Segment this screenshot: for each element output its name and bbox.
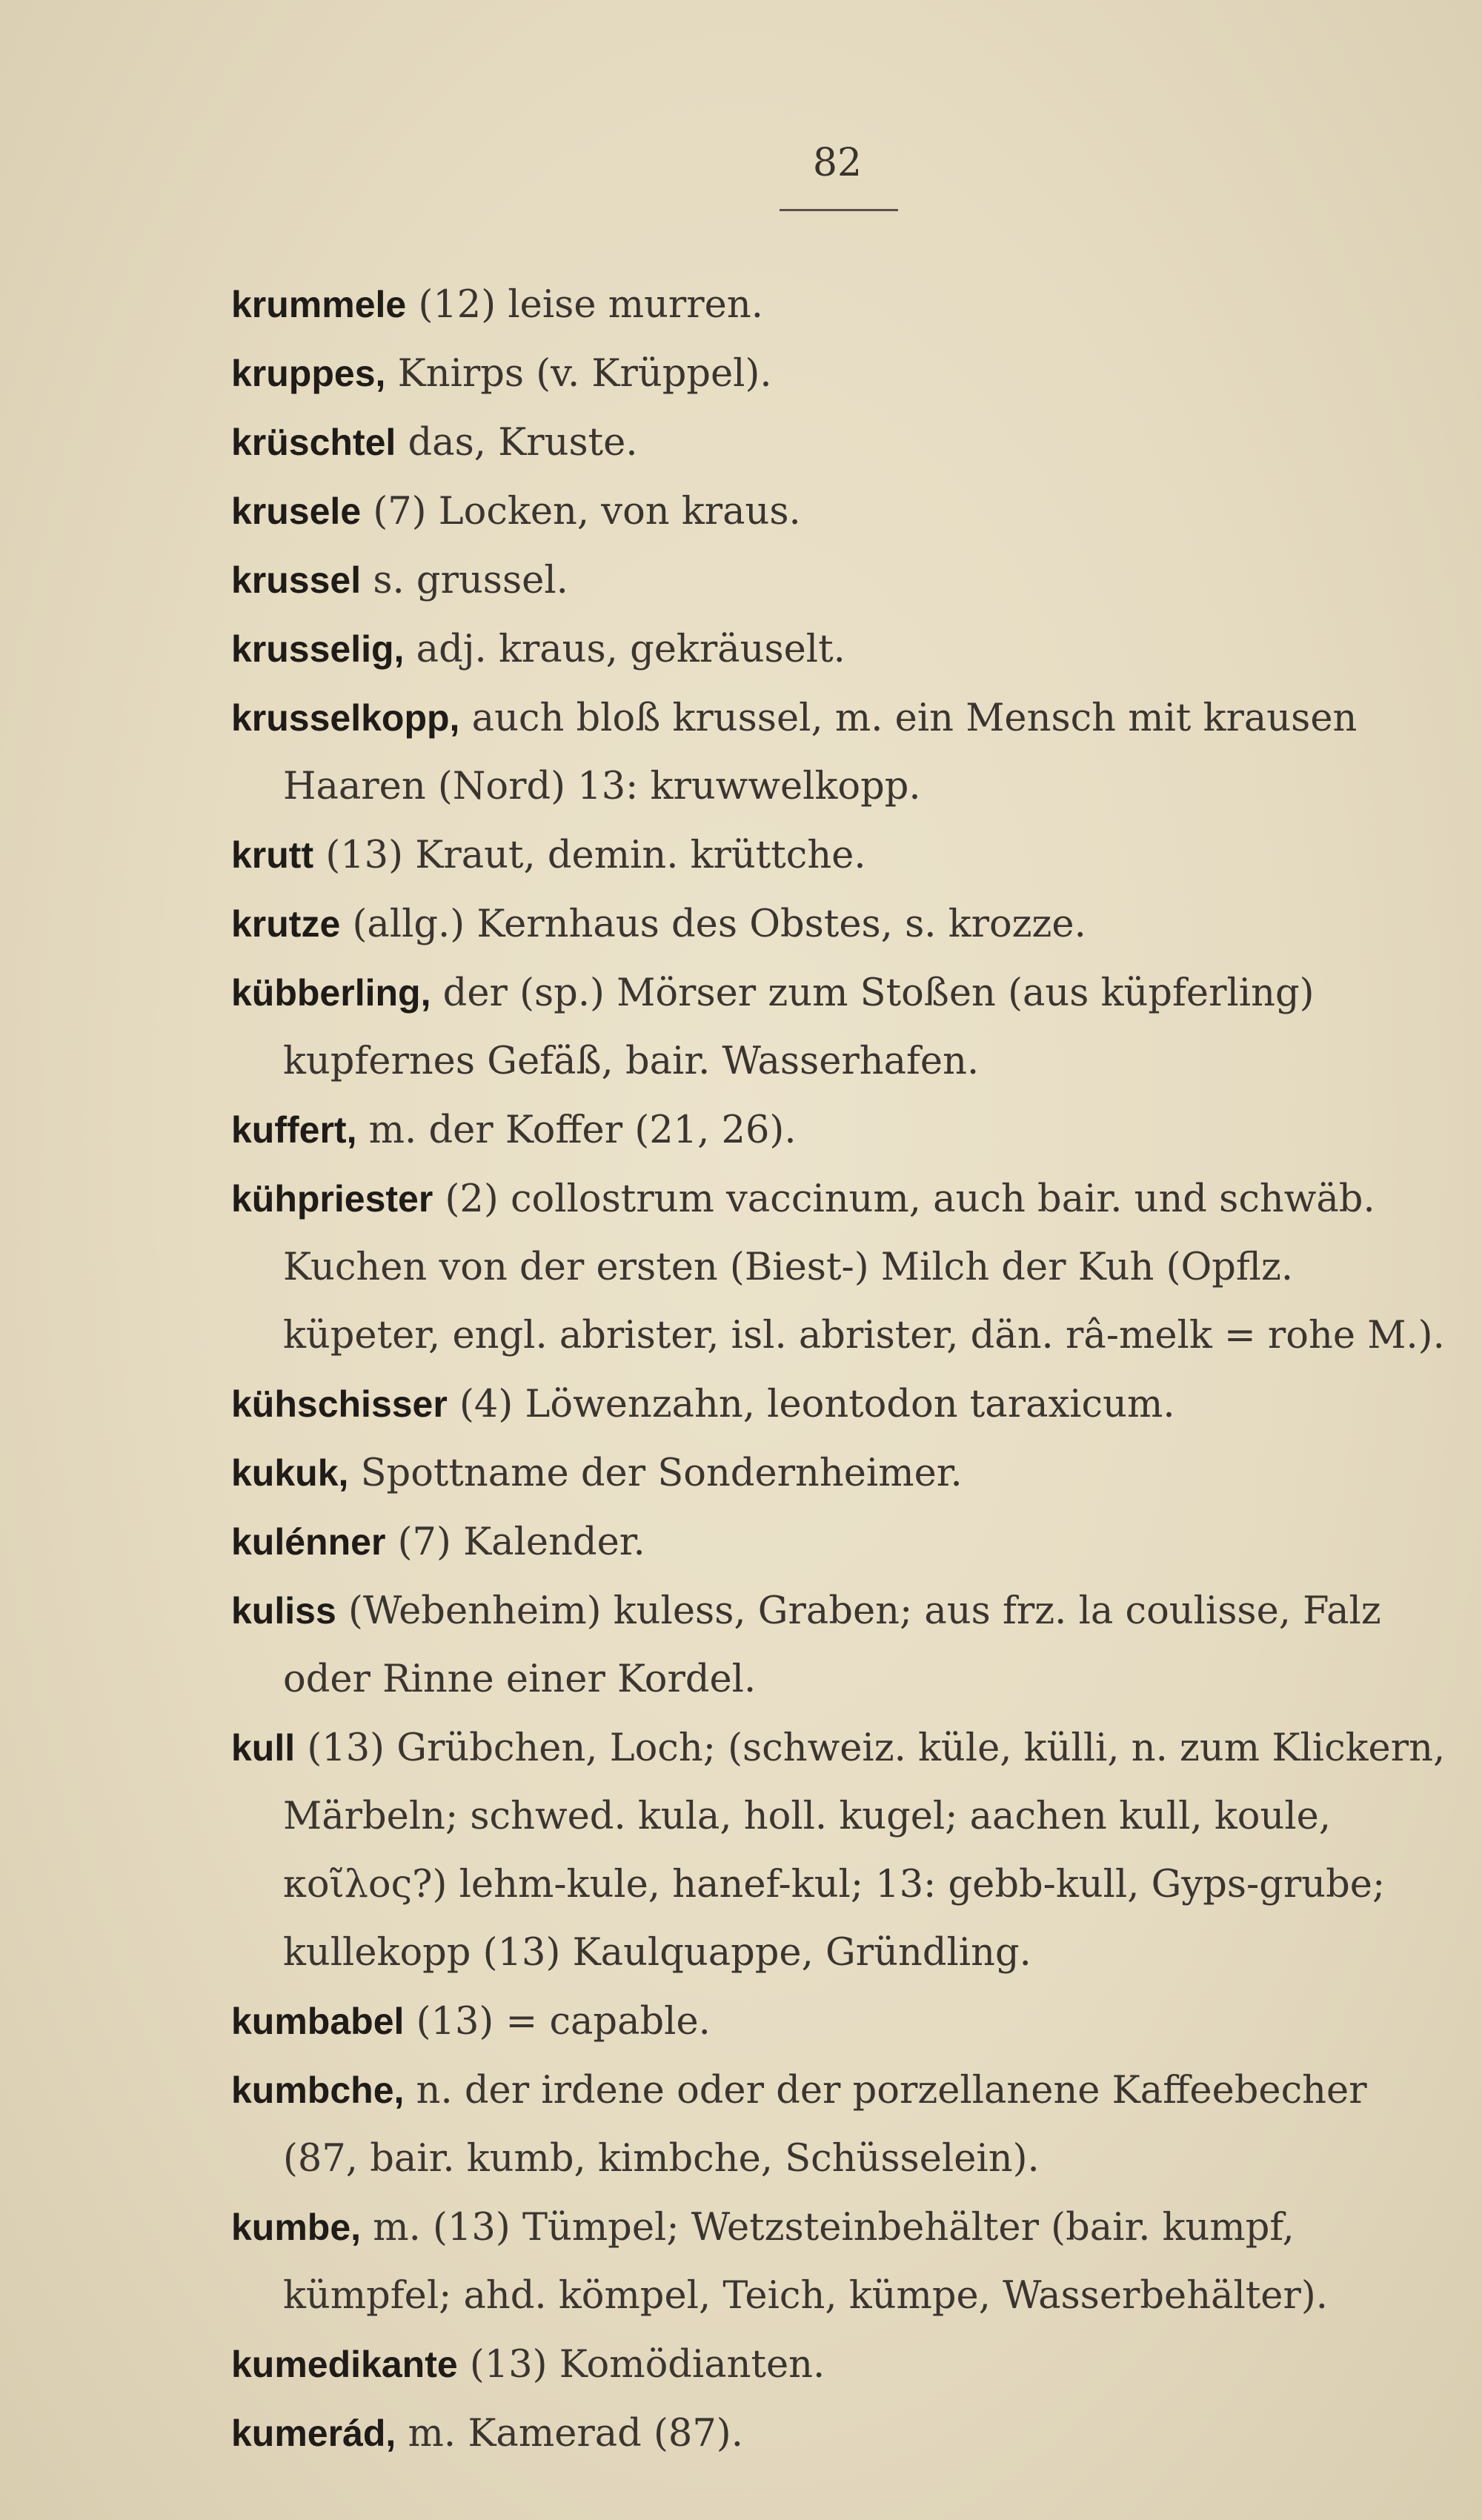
definition: (4) Löwenzahn, leontodon taraxicum.	[447, 1383, 1175, 1426]
headword: kuliss	[231, 1590, 336, 1632]
definition: (13) Kraut, demin. krüttche.	[313, 834, 866, 877]
entry-kuehschisser	[231, 1370, 1450, 1439]
entry-krusele	[231, 477, 1450, 546]
definition: (7) Locken, von kraus.	[361, 490, 801, 533]
entry-kuliss	[231, 1577, 1450, 1714]
definition: m. (13) Tümpel; Wetzsteinbehälter (bair. kumpf, kümpfel; ahd. kömpel, Teich, kümpe, Wasserbehälter).	[283, 2206, 1328, 2318]
entry-krusselkopp	[231, 684, 1450, 821]
headword: kulénner	[231, 1521, 386, 1563]
definition: (2) collostrum vaccinum, auch bair. und schwäb. Kuchen von der ersten (Biest-) Milch der Kuh (Opflz. küpeter, engl. abrister, isl. abrister, dän. râ-melk = rohe M.).	[283, 1177, 1445, 1357]
headword: kühschisser	[231, 1383, 448, 1425]
entry-kuffert	[231, 1096, 1450, 1165]
entry-kumbche	[231, 2056, 1450, 2193]
headword: kühpriester	[231, 1178, 433, 1220]
headword: kukuk,	[231, 1452, 349, 1494]
entry-krummele	[231, 270, 1450, 339]
definition: adj. kraus, gekräuselt.	[404, 628, 845, 671]
entry-kulenner	[231, 1508, 1450, 1577]
headword: krummele	[231, 284, 407, 325]
headword: krutze	[231, 903, 341, 945]
page-number-rule	[780, 209, 898, 211]
headword: kuffert,	[231, 1109, 357, 1151]
definition: auch bloß krussel, m. ein Mensch mit krausen Haaren (Nord) 13: kruwwelkopp.	[283, 697, 1358, 808]
entry-kumbabel	[231, 1987, 1450, 2056]
definition: (12) leise murren.	[406, 283, 763, 327]
entry-kuebberling	[231, 959, 1450, 1096]
definition: (allg.) Kernhaus des Obstes, s. krozze.	[340, 902, 1086, 946]
headword: kull	[231, 1727, 296, 1769]
entry-krueschtel	[231, 408, 1450, 477]
definition: (Webenheim) kuless, Graben; aus frz. la coulisse, Falz oder Rinne einer Kordel.	[283, 1589, 1381, 1701]
headword: krutt	[231, 834, 314, 876]
entry-kumedikante	[231, 2330, 1450, 2399]
headword: krussel	[231, 559, 362, 601]
definition: (7) Kalender.	[385, 1520, 645, 1564]
definition: Knirps (v. Krüppel).	[385, 352, 772, 396]
headword: kumbche,	[231, 2069, 405, 2111]
entry-krusselig	[231, 615, 1450, 684]
definition: n. der irdene oder der porzellanene Kaffeebecher (87, bair. kumb, kimbche, Schüsselein).	[283, 2069, 1367, 2181]
entry-kukuk	[231, 1439, 1450, 1508]
definition: m. der Koffer (21, 26).	[356, 1108, 797, 1152]
definition: das, Kruste.	[396, 421, 638, 465]
definition: m. Kamerad (87).	[396, 2412, 743, 2456]
headword: kumerád,	[231, 2413, 396, 2454]
headword: kumedikante	[231, 2344, 458, 2385]
entry-kuehpriester	[231, 1165, 1450, 1370]
definition: der (sp.) Mörser zum Stoßen (aus küpferling) kupfernes Gefäß, bair. Wasserhafen.	[283, 971, 1315, 1083]
definition: (13) = capable.	[404, 2000, 711, 2044]
entry-krussel	[231, 546, 1450, 615]
entry-kumerad	[231, 2399, 1450, 2468]
page-number: 82	[812, 141, 863, 185]
headword: kruppes,	[231, 353, 386, 394]
definition: Spottname der Sondernheimer.	[348, 1452, 963, 1495]
headword: krüschtel	[231, 422, 396, 463]
dictionary-entries	[231, 270, 1450, 2468]
entry-krutze	[231, 890, 1450, 959]
headword: kumbe,	[231, 2207, 362, 2248]
headword: krusele	[231, 491, 362, 532]
headword: kübberling,	[231, 972, 431, 1014]
definition: (13) Grübchen, Loch; (schweiz. küle, külli, n. zum Klickern, Märbeln; schwed. kula, holl. kugel; aachen kull, koule, κοῖλος?) lehm-kule, hanef-kul; 13: gebb-kull, Gyps-grube; kullekopp (13) Kaulquappe, Gründling.	[283, 1726, 1446, 1975]
headword: krusselkopp,	[231, 697, 460, 739]
headword: krusselig,	[231, 628, 405, 670]
definition: (13) Komödianten.	[457, 2343, 825, 2387]
entry-kruppes	[231, 339, 1450, 408]
definition: s. grussel.	[361, 559, 568, 602]
entry-krutt	[231, 821, 1450, 890]
entry-kumbe	[231, 2193, 1450, 2330]
headword: kumbabel	[231, 2001, 405, 2042]
entry-kull	[231, 1714, 1450, 1987]
